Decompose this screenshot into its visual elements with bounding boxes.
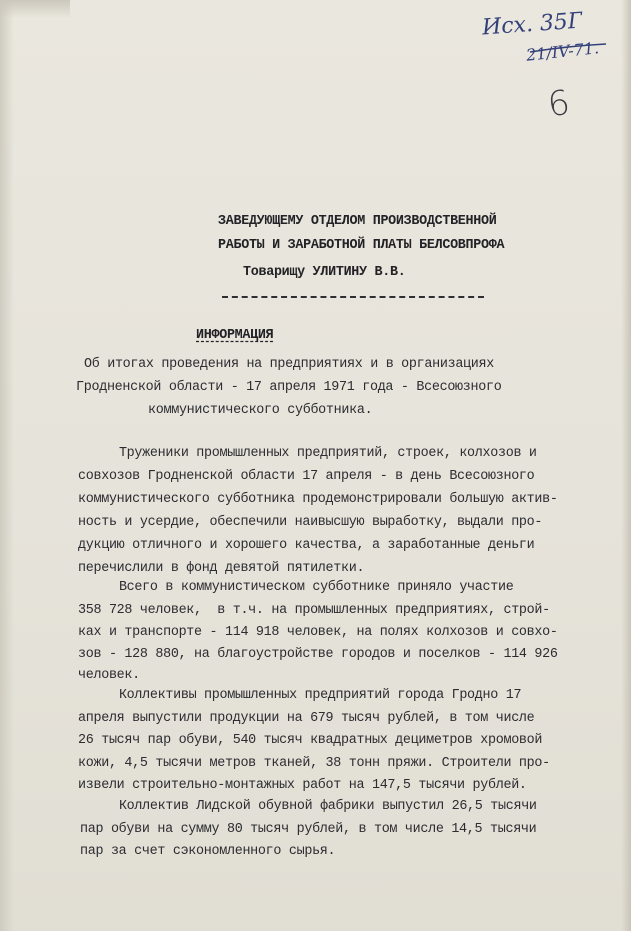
body-line: кожи, 4,5 тысячи метров тканей, 38 тонн пряжи. Строители про- [78, 756, 550, 771]
addressee-line-3: Товарищу УЛИТИНУ В.В. [243, 265, 406, 280]
subtitle-line-2: Гродненской области - 17 апреля 1971 года - Всесоюзного [76, 380, 502, 395]
body-line: Коллективы промышленных предприятий города Гродно 17 [88, 688, 522, 703]
body-line: коммунистического субботника продемонстрировали большую актив- [78, 492, 558, 507]
body-line: совхозов Гродненской области 17 апреля - в день Всесоюзного [78, 469, 535, 484]
subtitle-line-3: коммунистического субботника. [148, 403, 373, 418]
body-line: человек. [78, 668, 140, 683]
outgoing-date: 21/IV-71. [525, 38, 600, 65]
outgoing-number: Исх. 35Г [481, 8, 584, 41]
subtitle-line-1: Об итогах проведения на предприятиях и в организациях [84, 357, 494, 372]
body-line: дукцию отличного и хорошего качества, а заработанные деньги [78, 538, 535, 553]
addressee-separator [222, 296, 484, 298]
addressee-line-2: РАБОТЫ И ЗАРАБОТНОЙ ПЛАТЫ БЕЛСОВПРОФА [218, 238, 505, 253]
body-line: перечислили в фонд девятой пятилетки. [78, 561, 365, 576]
body-line: Всего в коммунистическом субботнике приняло участие [88, 580, 514, 595]
body-line: апреля выпустили продукции на 679 тысяч рублей, в том числе [78, 711, 535, 726]
page-number: 6 [545, 82, 573, 126]
body-line: пар за счет сэкономленного сырья. [80, 844, 336, 859]
body-line: Труженики промышленных предприятий, строек, колхозов и [88, 446, 537, 461]
body-line: 26 тысяч пар обуви, 540 тысяч квадратных дециметров хромовой [78, 733, 543, 748]
body-line: Коллектив Лидской обувной фабрики выпустил 26,5 тысячи [88, 799, 537, 814]
body-line: ках и транспорте - 114 918 человек, на полях колхозов и совхо- [78, 625, 558, 640]
body-line: извели строительно-монтажных работ на 147,5 тысячи рублей. [78, 778, 527, 793]
body-line: 358 728 человек, в т.ч. на промышленных предприятиях, строй- [78, 603, 550, 618]
page-shadow [0, 0, 70, 18]
body-line: ность и усердие, обеспечили наивысшую выработку, выдали про- [78, 515, 543, 530]
addressee-line-1: ЗАВЕДУЮЩЕМУ ОТДЕЛОМ ПРОИЗВОДСТВЕННОЙ [218, 214, 497, 229]
body-line: зов - 128 880, на благоустройстве городов и поселков - 114 926 [78, 647, 558, 662]
body-line: пар обуви на сумму 80 тысяч рублей, в том числе 14,5 тысячи [80, 822, 537, 837]
document-title: ИНФОРМАЦИЯ [196, 328, 274, 343]
